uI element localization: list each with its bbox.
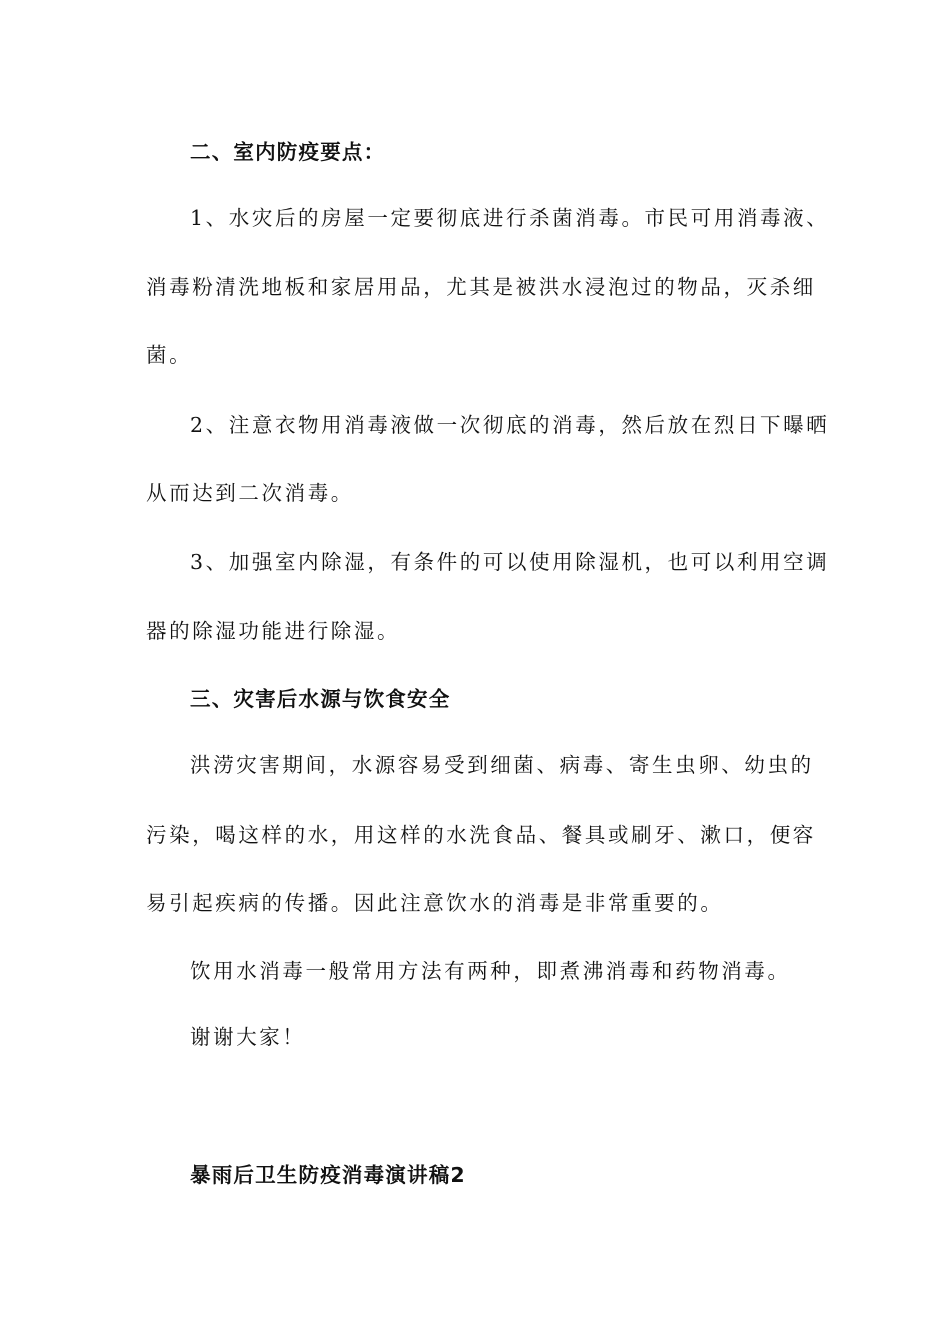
paragraph-line: 从而达到二次消毒。 [146,481,354,505]
section-heading-indoor-prevention: 二、室内防疫要点： [190,140,386,164]
paragraph-line: 菌。 [146,343,193,367]
closing-thanks: 谢谢大家！ [190,1025,306,1049]
paragraph-line: 3、加强室内除湿，有条件的可以使用除湿机，也可以利用空调 [190,550,830,574]
paragraph-line: 污染，喝这样的水，用这样的水洗食品、餐具或刷牙、漱口，便容 [146,823,816,847]
next-speech-title: 暴雨后卫生防疫消毒演讲稿2 [190,1163,466,1187]
paragraph-line: 消毒粉清洗地板和家居用品，尤其是被洪水浸泡过的物品，灭杀细 [146,275,816,299]
paragraph-line: 1、水灾后的房屋一定要彻底进行杀菌消毒。市民可用消毒液、 [190,206,830,230]
section-heading-water-food-safety: 三、灾害后水源与饮食安全 [190,687,451,711]
paragraph-line: 洪涝灾害期间，水源容易受到细菌、病毒、寄生虫卵、幼虫的 [190,753,814,777]
paragraph-line: 器的除湿功能进行除湿。 [146,619,401,643]
paragraph-line: 饮用水消毒一般常用方法有两种，即煮沸消毒和药物消毒。 [190,959,791,983]
paragraph-line: 2、注意衣物用消毒液做一次彻底的消毒，然后放在烈日下曝晒 [190,413,830,437]
paragraph-line: 易引起疾病的传播。因此注意饮水的消毒是非常重要的。 [146,891,724,915]
